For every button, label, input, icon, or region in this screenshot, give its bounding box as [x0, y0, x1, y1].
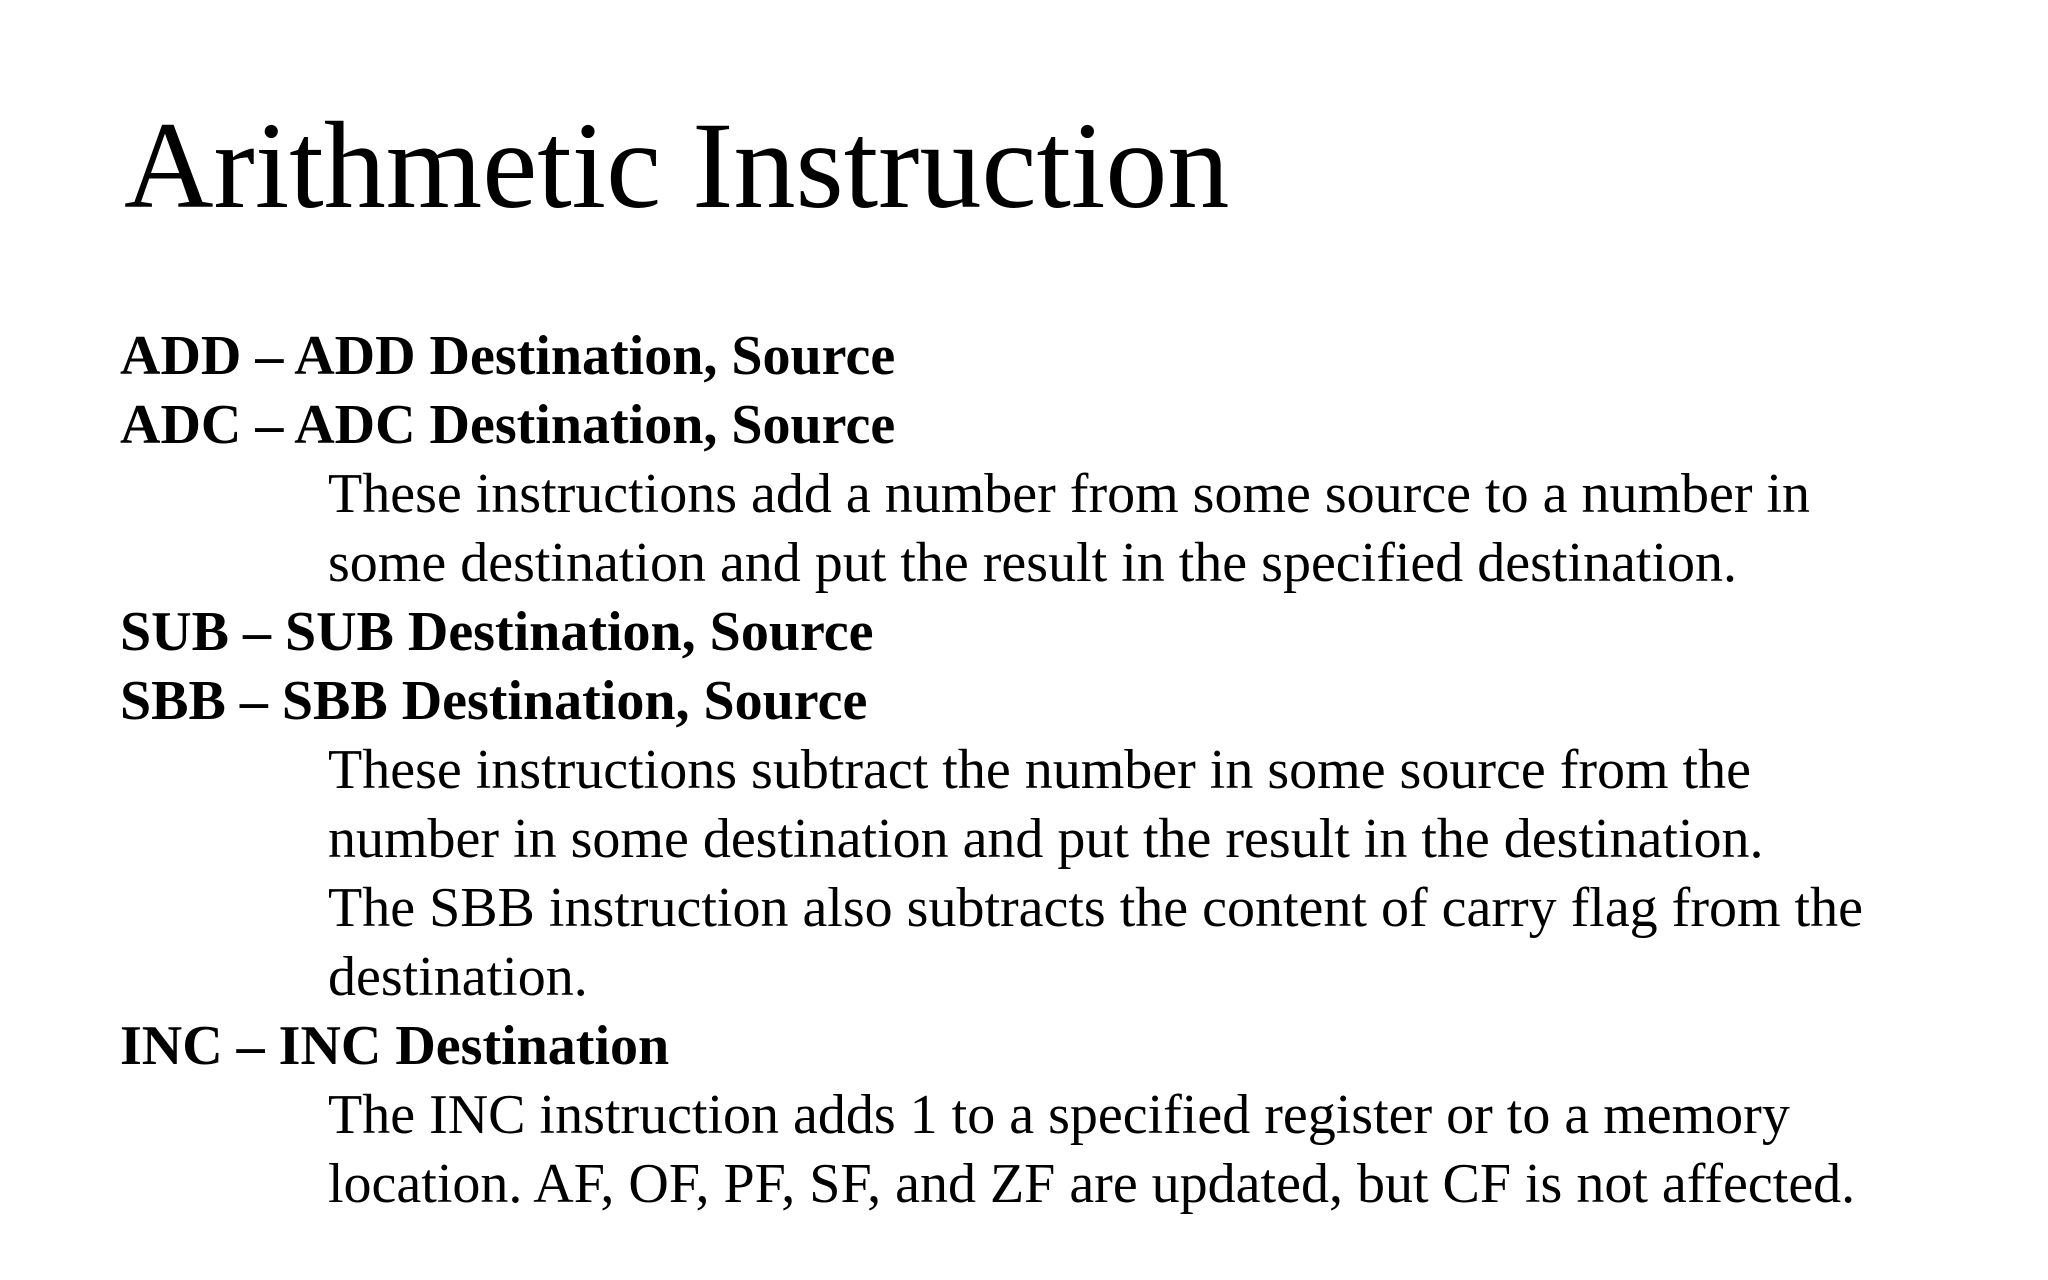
- description-line: These instructions add a number from some source to a number in: [328, 463, 1811, 525]
- slide-body: [120, 322, 2000, 1219]
- description-line: location. AF, OF, PF, SF, and ZF are updated, but CF is not affected.: [328, 1153, 1856, 1215]
- slide-title: Arithmetic Instruction: [124, 97, 1230, 234]
- description-line: The INC instruction adds 1 to a specified register or to a memory: [328, 1084, 1790, 1146]
- instruction-heading-adc: ADC – ADC Destination, Source: [120, 394, 896, 456]
- instruction-heading-inc: INC – INC Destination: [120, 1015, 670, 1077]
- description-line: number in some destination and put the result in the destination.: [328, 808, 1764, 870]
- instruction-heading-sbb: SBB – SBB Destination, Source: [120, 670, 868, 732]
- description-line: The SBB instruction also subtracts the content of carry flag from the: [328, 877, 1863, 939]
- instruction-heading-add: ADD – ADD Destination, Source: [120, 325, 896, 387]
- description-line: some destination and put the result in the specified destination.: [328, 532, 1738, 594]
- instruction-heading-sub: SUB – SUB Destination, Source: [120, 601, 874, 663]
- description-line: destination.: [328, 946, 588, 1008]
- description-line: These instructions subtract the number in some source from the: [328, 739, 1751, 801]
